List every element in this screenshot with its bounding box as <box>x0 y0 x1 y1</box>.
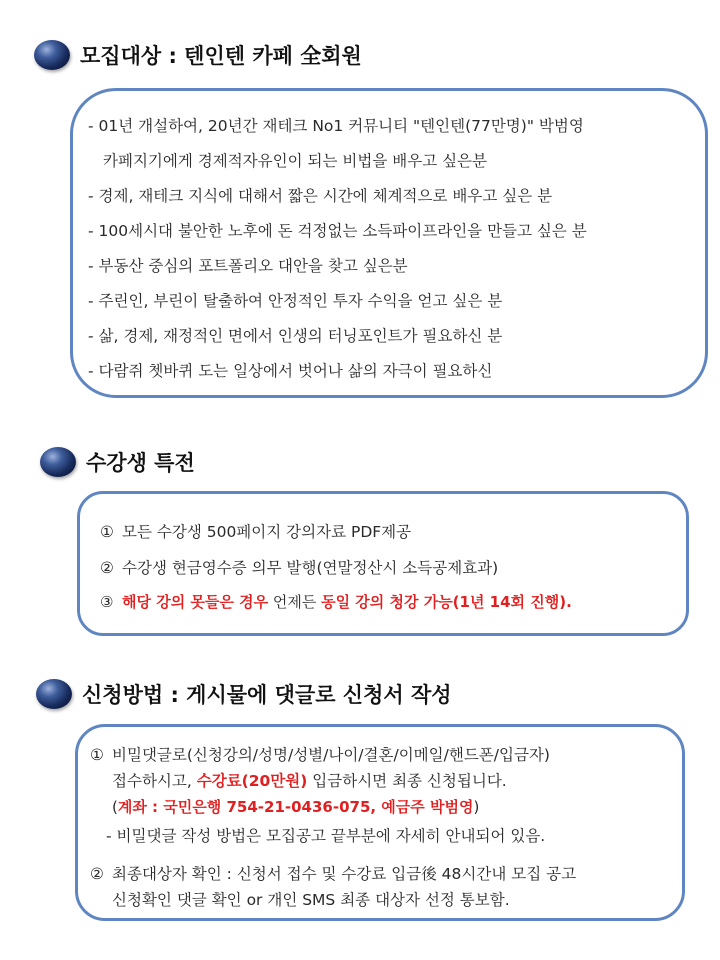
list-item: 카페지기에게 경제적자유인이 되는 비법을 배우고 싶은분 <box>103 152 487 170</box>
account-info: 계좌 : 국민은행 754-21-0436-075, 예금주 박범영 <box>117 798 474 816</box>
benefit-item <box>100 591 572 612</box>
circled-number: ① <box>90 746 104 764</box>
apply-note: - 비밀댓글 작성 방법은 모집공고 끝부분에 자세히 안내되어 있음. <box>106 827 546 845</box>
apply-text: 입금하시면 최종 신청됩니다. <box>307 772 507 790</box>
list-item: - 삶, 경제, 재정적인 면에서 인생의 터닝포인트가 필요하신 분 <box>88 327 503 345</box>
apply-text: 최종대상자 확인 : 신청서 접수 및 수강료 입금後 48시간내 모집 공고 <box>112 865 577 883</box>
apply-text: 접수하시고, <box>112 772 197 790</box>
benefit-highlight: 해당 강의 못들은 경우 <box>122 593 269 611</box>
circled-number: ② <box>100 559 114 577</box>
benefit-item <box>100 556 498 578</box>
apply-text: 비밀댓글로(신청강의/성명/성별/나이/결혼/이메일/핸드폰/입금자) <box>112 746 550 764</box>
bullet-orb-icon <box>40 447 76 477</box>
list-item: - 경제, 재테크 지식에 대해서 짧은 시간에 체계적으로 배우고 싶은 분 <box>88 187 553 205</box>
list-item: - 다람쥐 쳇바퀴 도는 일상에서 벗어나 삶의 자극이 필요하신 <box>88 362 493 380</box>
apply-step-line <box>112 769 507 791</box>
apply-step-line <box>90 862 576 884</box>
circled-number: ② <box>90 865 104 883</box>
account-line <box>112 796 479 817</box>
circled-number: ① <box>100 523 114 541</box>
section-title-apply-method <box>36 679 452 709</box>
section-title-text: 수강생 특전 <box>86 451 195 475</box>
list-item: - 100세시대 불안한 노후에 돈 걱정없는 소득파이프라인을 만들고 싶은 분 <box>88 222 587 240</box>
paren-open: ( <box>112 798 118 816</box>
section-title-student-benefits <box>40 447 195 477</box>
section-title-text: 모집대상 : 텐인텐 카페 全회원 <box>80 44 362 68</box>
bullet-orb-icon <box>34 40 70 70</box>
apply-step-line <box>90 743 550 765</box>
benefit-highlight: 동일 강의 청강 가능(1년 14회 진행). <box>321 593 572 611</box>
list-item: - 부동산 중심의 포트폴리오 대안을 찾고 싶은분 <box>88 257 408 275</box>
list-item: - 주린인, 부린이 탈출하여 안정적인 투자 수익을 얻고 싶은 분 <box>88 292 503 310</box>
section-title-text: 신청방법 : 게시물에 댓글로 신청서 작성 <box>82 683 452 707</box>
section-title-recruit-target <box>34 40 362 70</box>
apply-step-line: 신청확인 댓글 확인 or 개인 SMS 최종 대상자 선정 통보함. <box>112 891 510 909</box>
benefit-text: 수강생 현금영수증 의무 발행(연말정산시 소득공제효과) <box>122 559 499 577</box>
benefit-text: 언제든 <box>268 593 322 611</box>
benefit-text: 모든 수강생 500페이지 강의자료 PDF제공 <box>122 523 412 541</box>
fee-highlight: 수강료(20만원) <box>196 772 308 790</box>
circled-number: ③ <box>100 593 114 611</box>
bullet-orb-icon <box>36 679 72 709</box>
paren-close: ) <box>473 798 480 816</box>
benefit-item <box>100 520 411 542</box>
list-item: - 01년 개설하여, 20년간 재테크 No1 커뮤니티 "텐인텐(77만명)" 박범영 <box>88 117 584 135</box>
